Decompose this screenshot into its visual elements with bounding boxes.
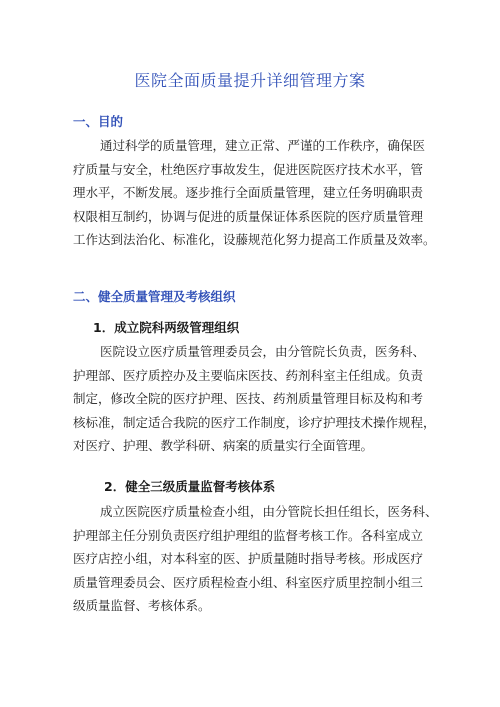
paragraph-line: 护理部、医疗质控办及主要临床医技、药剂科室主任组成。负责	[73, 367, 424, 383]
subsection-heading-three-level: 2．健全三级质量监督考核体系	[104, 479, 276, 494]
paragraph-line: 质量管理委员会、医疗质程检查小组、科室医疗质里控制小组三	[73, 574, 424, 590]
paragraph-line: 医院设立医疗质量管理委员会，由分管院长负责，医务科、	[100, 344, 426, 359]
subsection-heading-two-level: 1．成立院科两级管理组织	[93, 320, 240, 335]
paragraph-line: 工作达到法治化、标准化，设藤规范化努力提高工作质量及效率。	[73, 232, 436, 248]
paragraph-line: 核标准，制定适合我院的医疗工作制度，诊疗护理技术操作规程，	[73, 414, 436, 430]
section-heading-purpose: 一、目的	[73, 114, 124, 129]
document-title: 医院全面质量提升详细管理方案	[134, 71, 366, 90]
paragraph-line: 医疗店控小组，对本科室的医、护质量随时指导考核。形成医疗	[73, 551, 424, 567]
paragraph-two-level	[73, 340, 443, 458]
paragraph-line: 权限相互制约，协调与促进的质量保证体系医院的医疗质量管理	[73, 208, 424, 224]
paragraph-line: 理水平，不断发展。逐步推行全面质量管理，建立任务明确职责	[73, 185, 424, 201]
paragraph-line: 护理部主任分别负责医疗组护理组的监督考核工作。各科室成立	[73, 527, 424, 543]
paragraph-line: 制定，修改全院的医疗护理、医技、药剂质量管理目标及构和考	[73, 391, 424, 407]
paragraph-line: 对医疗、护理、教学科研、病案的质量实行全面管理。	[73, 438, 374, 454]
paragraph-line: 成立医院医疗质量检查小组，由分管院长担任组长，医务科、	[100, 504, 438, 519]
paragraph-line: 疗质量与安全，杜绝医疗事故发生，促进医院医疗技术水平，管	[73, 161, 424, 177]
paragraph-purpose	[73, 134, 443, 252]
paragraph-line: 级质量监督、考核体系。	[73, 598, 211, 614]
paragraph-three-level	[73, 500, 443, 618]
paragraph-line: 通过科学的质量管理，建立正常、严谨的工作秩序，确保医	[100, 138, 426, 153]
section-heading-organization: 二、健全质量管理及考核组织	[73, 289, 236, 304]
